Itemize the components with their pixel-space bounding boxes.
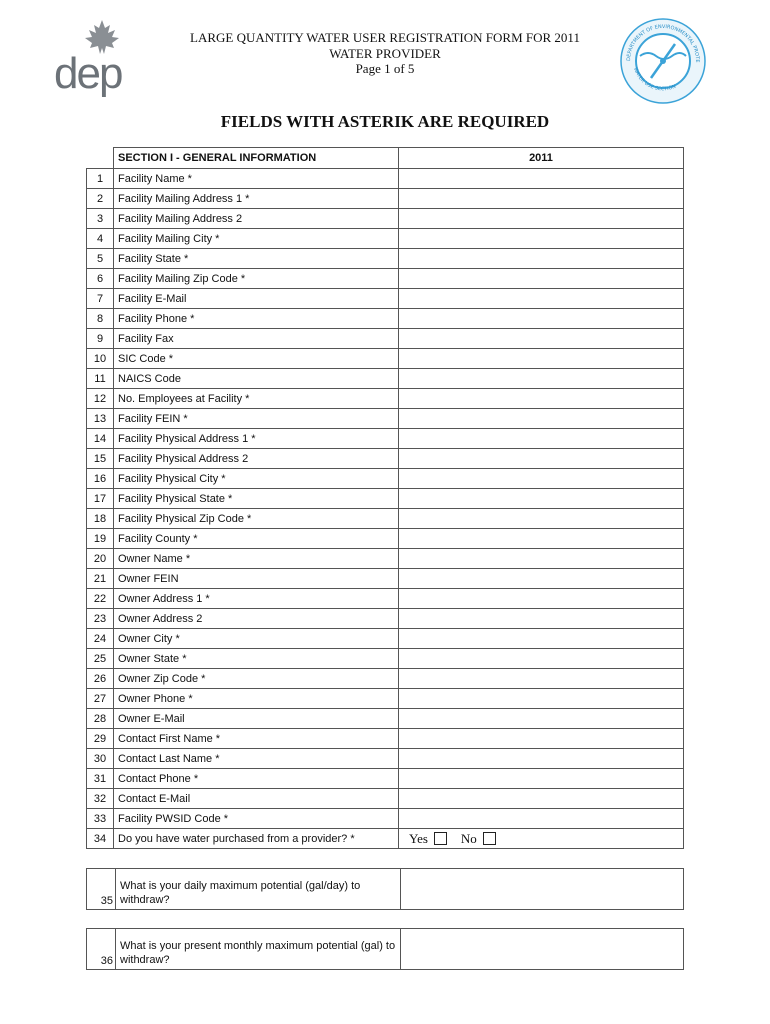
field-label: NAICS Code (114, 369, 399, 389)
field-input[interactable] (399, 189, 684, 209)
row-number: 27 (87, 689, 114, 709)
field-label: Facility Physical City * (114, 469, 399, 489)
table-row (87, 809, 684, 829)
row-number: 31 (87, 769, 114, 789)
row-number: 8 (87, 309, 114, 329)
form-header (150, 30, 620, 77)
table-row (87, 829, 684, 849)
page-number: Page 1 of 5 (355, 61, 415, 76)
table-row (87, 389, 684, 409)
field-input[interactable] (399, 589, 684, 609)
table-row (87, 789, 684, 809)
row-number: 23 (87, 609, 114, 629)
row-number: 25 (87, 649, 114, 669)
section-header-row (87, 148, 684, 169)
table-row (87, 609, 684, 629)
field-input[interactable] (399, 629, 684, 649)
field-label: What is your present monthly maximum potential (gal) to withdraw? (116, 929, 401, 970)
field-input[interactable] (399, 429, 684, 449)
yes-label: Yes (409, 830, 428, 846)
row-number: 6 (87, 269, 114, 289)
question-35-table (86, 868, 684, 910)
row-number: 7 (87, 289, 114, 309)
row-number: 16 (87, 469, 114, 489)
row-number-header (87, 148, 114, 169)
dep-logo (52, 18, 152, 98)
field-input[interactable] (399, 649, 684, 669)
field-label: Facility Mailing Zip Code * (114, 269, 399, 289)
row-number: 26 (87, 669, 114, 689)
general-information-table (86, 147, 684, 849)
field-input[interactable] (399, 709, 684, 729)
field-label: Facility Mailing City * (114, 229, 399, 249)
section-title: SECTION I - GENERAL INFORMATION (114, 148, 399, 169)
seal-bottom-text: WATER USE SECTION (632, 66, 677, 93)
table-row (87, 629, 684, 649)
field-input[interactable] (399, 789, 684, 809)
table-row (87, 289, 684, 309)
table-row (87, 769, 684, 789)
row-number: 21 (87, 569, 114, 589)
field-input[interactable] (399, 249, 684, 269)
field-input[interactable] (399, 449, 684, 469)
table-row (87, 709, 684, 729)
table-row (87, 309, 684, 329)
field-label: Facility Physical State * (114, 489, 399, 509)
row-number: 18 (87, 509, 114, 529)
field-label: No. Employees at Facility * (114, 389, 399, 409)
row-number: 11 (87, 369, 114, 389)
row-number: 14 (87, 429, 114, 449)
field-input[interactable] (399, 309, 684, 329)
field-label: SIC Code * (114, 349, 399, 369)
field-input[interactable] (399, 769, 684, 789)
table-row (87, 509, 684, 529)
field-label: Facility Physical Address 1 * (114, 429, 399, 449)
question-36-table (86, 928, 684, 970)
table-row (87, 589, 684, 609)
field-label: Owner City * (114, 629, 399, 649)
row-number: 9 (87, 329, 114, 349)
yes-checkbox[interactable] (434, 832, 447, 845)
table-row (87, 749, 684, 769)
field-input[interactable] (399, 509, 684, 529)
dep-seal-logo (618, 16, 708, 106)
question-row (87, 869, 684, 910)
row-number: 4 (87, 229, 114, 249)
field-input[interactable] (399, 729, 684, 749)
row-number: 19 (87, 529, 114, 549)
field-label: Owner E-Mail (114, 709, 399, 729)
row-number: 17 (87, 489, 114, 509)
table-row (87, 429, 684, 449)
field-input[interactable] (399, 409, 684, 429)
table-row (87, 189, 684, 209)
table-row (87, 349, 684, 369)
row-number: 30 (87, 749, 114, 769)
row-number: 1 (87, 169, 114, 189)
row-number: 3 (87, 209, 114, 229)
field-label: Facility Mailing Address 2 (114, 209, 399, 229)
row-number: 22 (87, 589, 114, 609)
field-label: Owner Phone * (114, 689, 399, 709)
table-row (87, 409, 684, 429)
row-number: 10 (87, 349, 114, 369)
field-input[interactable] (399, 269, 684, 289)
field-label: Contact Last Name * (114, 749, 399, 769)
question-row (87, 929, 684, 970)
field-input[interactable] (399, 809, 684, 829)
field-input[interactable] (399, 349, 684, 369)
table-row (87, 489, 684, 509)
field-input[interactable] (399, 749, 684, 769)
table-row (87, 449, 684, 469)
field-label: Facility Fax (114, 329, 399, 349)
table-row (87, 569, 684, 589)
row-number: 2 (87, 189, 114, 209)
field-input[interactable] (399, 389, 684, 409)
field-input[interactable] (399, 329, 684, 349)
form-title: LARGE QUANTITY WATER USER REGISTRATION FORM FOR 2011 (190, 30, 580, 45)
table-row (87, 529, 684, 549)
logo-text: dep (54, 49, 122, 98)
table-row (87, 649, 684, 669)
field-input[interactable] (399, 489, 684, 509)
year-header: 2011 (399, 148, 684, 169)
field-label: Owner Zip Code * (114, 669, 399, 689)
field-label: Facility Phone * (114, 309, 399, 329)
field-label: Owner Name * (114, 549, 399, 569)
field-input[interactable] (399, 229, 684, 249)
row-number: 15 (87, 449, 114, 469)
row-number: 33 (87, 809, 114, 829)
table-row (87, 249, 684, 269)
table-row (87, 209, 684, 229)
field-input[interactable] (399, 689, 684, 709)
purchased-water-options (399, 829, 684, 849)
table-row (87, 669, 684, 689)
no-checkbox[interactable] (483, 832, 496, 845)
field-label: Facility Physical Address 2 (114, 449, 399, 469)
row-number: 34 (87, 829, 114, 849)
row-number: 29 (87, 729, 114, 749)
field-input[interactable] (399, 529, 684, 549)
row-number: 28 (87, 709, 114, 729)
field-label: Do you have water purchased from a provider? * (114, 829, 399, 849)
monthly-withdrawal-input[interactable] (401, 929, 684, 970)
field-label: Facility E-Mail (114, 289, 399, 309)
seal-top-text: DEPARTMENT OF ENVIRONMENTAL PROTE (625, 23, 701, 63)
field-label: Facility Mailing Address 1 * (114, 189, 399, 209)
row-number: 36 (87, 929, 116, 970)
row-number: 24 (87, 629, 114, 649)
field-label: Facility Name * (114, 169, 399, 189)
row-number: 20 (87, 549, 114, 569)
table-row (87, 329, 684, 349)
field-input[interactable] (399, 169, 684, 189)
field-label: Contact First Name * (114, 729, 399, 749)
field-input[interactable] (399, 569, 684, 589)
table-row (87, 269, 684, 289)
daily-withdrawal-input[interactable] (401, 869, 684, 910)
table-row (87, 369, 684, 389)
field-label: Contact E-Mail (114, 789, 399, 809)
field-label: Facility Physical Zip Code * (114, 509, 399, 529)
table-row (87, 229, 684, 249)
row-number: 35 (87, 869, 116, 910)
form-subtitle: WATER PROVIDER (329, 45, 441, 61)
field-input[interactable] (399, 209, 684, 229)
field-input[interactable] (399, 289, 684, 309)
field-label: Owner Address 2 (114, 609, 399, 629)
field-input[interactable] (399, 669, 684, 689)
row-number: 12 (87, 389, 114, 409)
field-input[interactable] (399, 549, 684, 569)
row-number: 5 (87, 249, 114, 269)
field-label: Facility FEIN * (114, 409, 399, 429)
field-label: What is your daily maximum potential (gal/day) to withdraw? (116, 869, 401, 910)
field-input[interactable] (399, 369, 684, 389)
field-label: Owner FEIN (114, 569, 399, 589)
row-number: 13 (87, 409, 114, 429)
field-label: Facility State * (114, 249, 399, 269)
field-label: Owner Address 1 * (114, 589, 399, 609)
table-row (87, 689, 684, 709)
no-label: No (460, 830, 477, 846)
row-number: 32 (87, 789, 114, 809)
field-input[interactable] (399, 469, 684, 489)
field-label: Contact Phone * (114, 769, 399, 789)
field-label: Owner State * (114, 649, 399, 669)
required-fields-notice: FIELDS WITH ASTERIK ARE REQUIRED (220, 112, 550, 131)
table-row (87, 169, 684, 189)
field-input[interactable] (399, 609, 684, 629)
table-row (87, 549, 684, 569)
table-row (87, 729, 684, 749)
table-row (87, 469, 684, 489)
field-label: Facility County * (114, 529, 399, 549)
field-label: Facility PWSID Code * (114, 809, 399, 829)
